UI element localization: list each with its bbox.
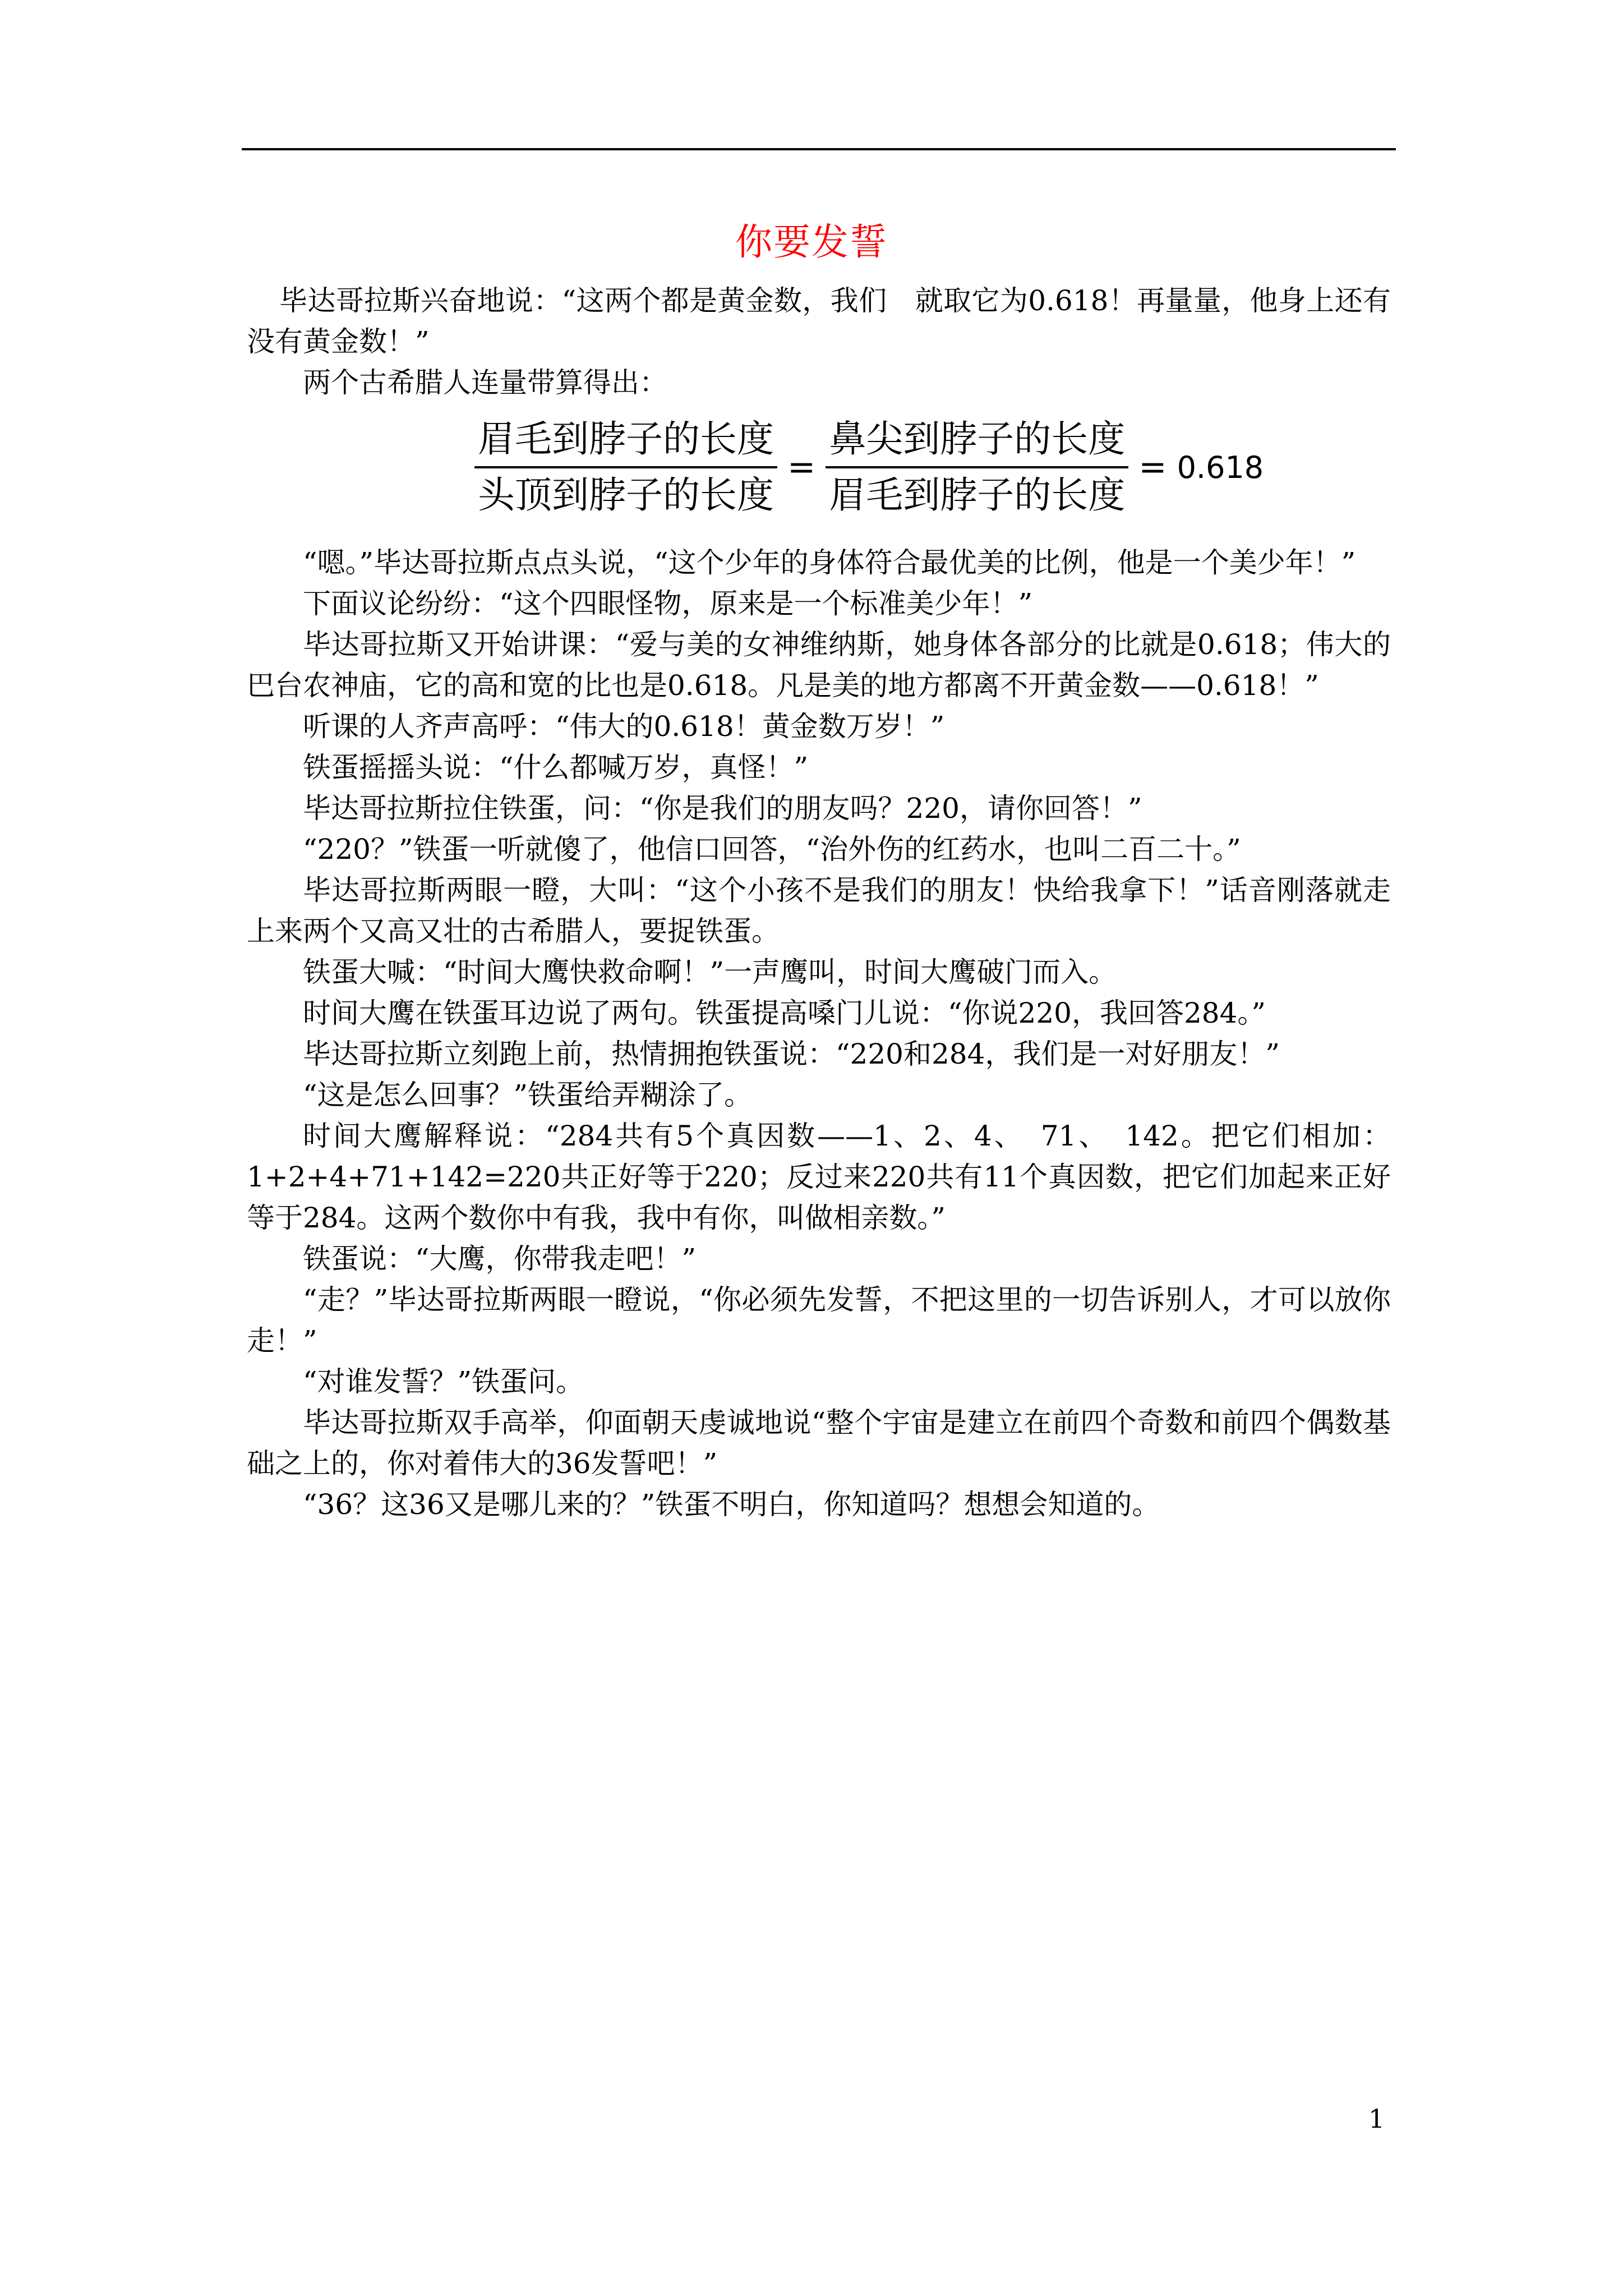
paragraph-5: 毕达哥拉斯又开始讲课：“爱与美的女神维纳斯，她身体各部分的比就是0.618；伟大的巴台农神庙，它的高和宽的比也是0.618。凡是美的地方都离不开黄金数——0.618！” bbox=[247, 628, 1391, 702]
paragraph-15: 时间大鹰解释说：“284共有5个真因数——1、2、4、 71、 142。把它们相加：1+2+4+71+142=220共正好等于220；反过来220共有11个真因数，把它们加起来正好等于284。这两个数你中有我，我中有你，叫做相亲数。” bbox=[247, 1120, 1391, 1234]
paragraph-7: 铁蛋摇摇头说：“什么都喊万岁，真怪！” bbox=[303, 751, 809, 784]
paragraph-13: 毕达哥拉斯立刻跑上前，热情拥抱铁蛋说：“220和284，我们是一对好朋友！” bbox=[303, 1038, 1280, 1070]
fraction-right-denominator: 眉毛到脖子的长度 bbox=[829, 473, 1126, 517]
paragraph-2: 两个古希腊人连量带算得出： bbox=[303, 366, 667, 399]
equals-sign: = bbox=[787, 447, 816, 487]
paragraph-8: 毕达哥拉斯拉住铁蛋，问：“你是我们的朋友吗？220，请你回答！” bbox=[303, 792, 1142, 825]
fraction-left-denominator: 头顶到脖子的长度 bbox=[478, 473, 774, 517]
paragraph-11: 铁蛋大喊：“时间大鹰快救命啊！”一声鹰叫，时间大鹰破门而入。 bbox=[303, 956, 1117, 988]
header-rule bbox=[242, 148, 1396, 150]
paragraph-1: 毕达哥拉斯兴奋地说：“这两个都是黄金数，我们 就取它为0.618！再量量，他身上还有没有黄金数！” bbox=[247, 284, 1391, 358]
fraction-right bbox=[826, 416, 1128, 519]
paragraph-10: 毕达哥拉斯两眼一瞪，大叫：“这个小孩不是我们的朋友！快给我拿下！”话音刚落就走上来两个又高又壮的古希腊人，要捉铁蛋。 bbox=[247, 874, 1391, 947]
paragraph-9: “220？”铁蛋一听就傻了，他信口回答，“治外伤的红药水，也叫二百二十。” bbox=[303, 833, 1241, 866]
paragraph-14: “这是怎么回事？”铁蛋给弄糊涂了。 bbox=[303, 1079, 753, 1111]
paragraph-16: 铁蛋说：“大鹰，你带我走吧！” bbox=[303, 1243, 697, 1275]
ratio-value: 0.618 bbox=[1177, 449, 1264, 485]
paragraph-18: “对谁发誓？”铁蛋问。 bbox=[303, 1365, 584, 1398]
golden-ratio-formula bbox=[247, 403, 1391, 542]
paragraph-4: 下面议论纷纷：“这个四眼怪物，原来是一个标准美少年！” bbox=[303, 587, 1033, 620]
page-title: 你要发誓 bbox=[735, 220, 888, 264]
fraction-right-numerator: 鼻尖到脖子的长度 bbox=[829, 417, 1126, 461]
fraction-left bbox=[474, 416, 777, 519]
equals-sign: = bbox=[1138, 447, 1167, 487]
paragraph-12: 时间大鹰在铁蛋耳边说了两句。铁蛋提高嗓门儿说：“你说220，我回答284。” bbox=[303, 997, 1266, 1029]
fraction-bar bbox=[826, 466, 1128, 468]
page-number: 1 bbox=[1368, 2104, 1385, 2134]
paragraph-17: “走？”毕达哥拉斯两眼一瞪说，“你必须先发誓，不把这里的一切告诉别人，才可以放你走！” bbox=[247, 1283, 1391, 1357]
fraction-left-numerator: 眉毛到脖子的长度 bbox=[478, 417, 774, 461]
paragraph-20: “36？这36又是哪儿来的？”铁蛋不明白，你知道吗？想想会知道的。 bbox=[303, 1488, 1160, 1521]
paragraph-19: 毕达哥拉斯双手高举，仰面朝天虔诚地说“整个宇宙是建立在前四个奇数和前四个偶数基础之上的，你对着伟大的36发誓吧！” bbox=[247, 1406, 1391, 1480]
fraction-bar bbox=[474, 466, 777, 468]
article-body bbox=[247, 280, 1391, 1525]
paragraph-3: “嗯。”毕达哥拉斯点点头说，“这个少年的身体符合最优美的比例，他是一个美少年！” bbox=[303, 546, 1356, 579]
paragraph-6: 听课的人齐声高呼：“伟大的0.618！黄金数万岁！” bbox=[303, 710, 945, 743]
